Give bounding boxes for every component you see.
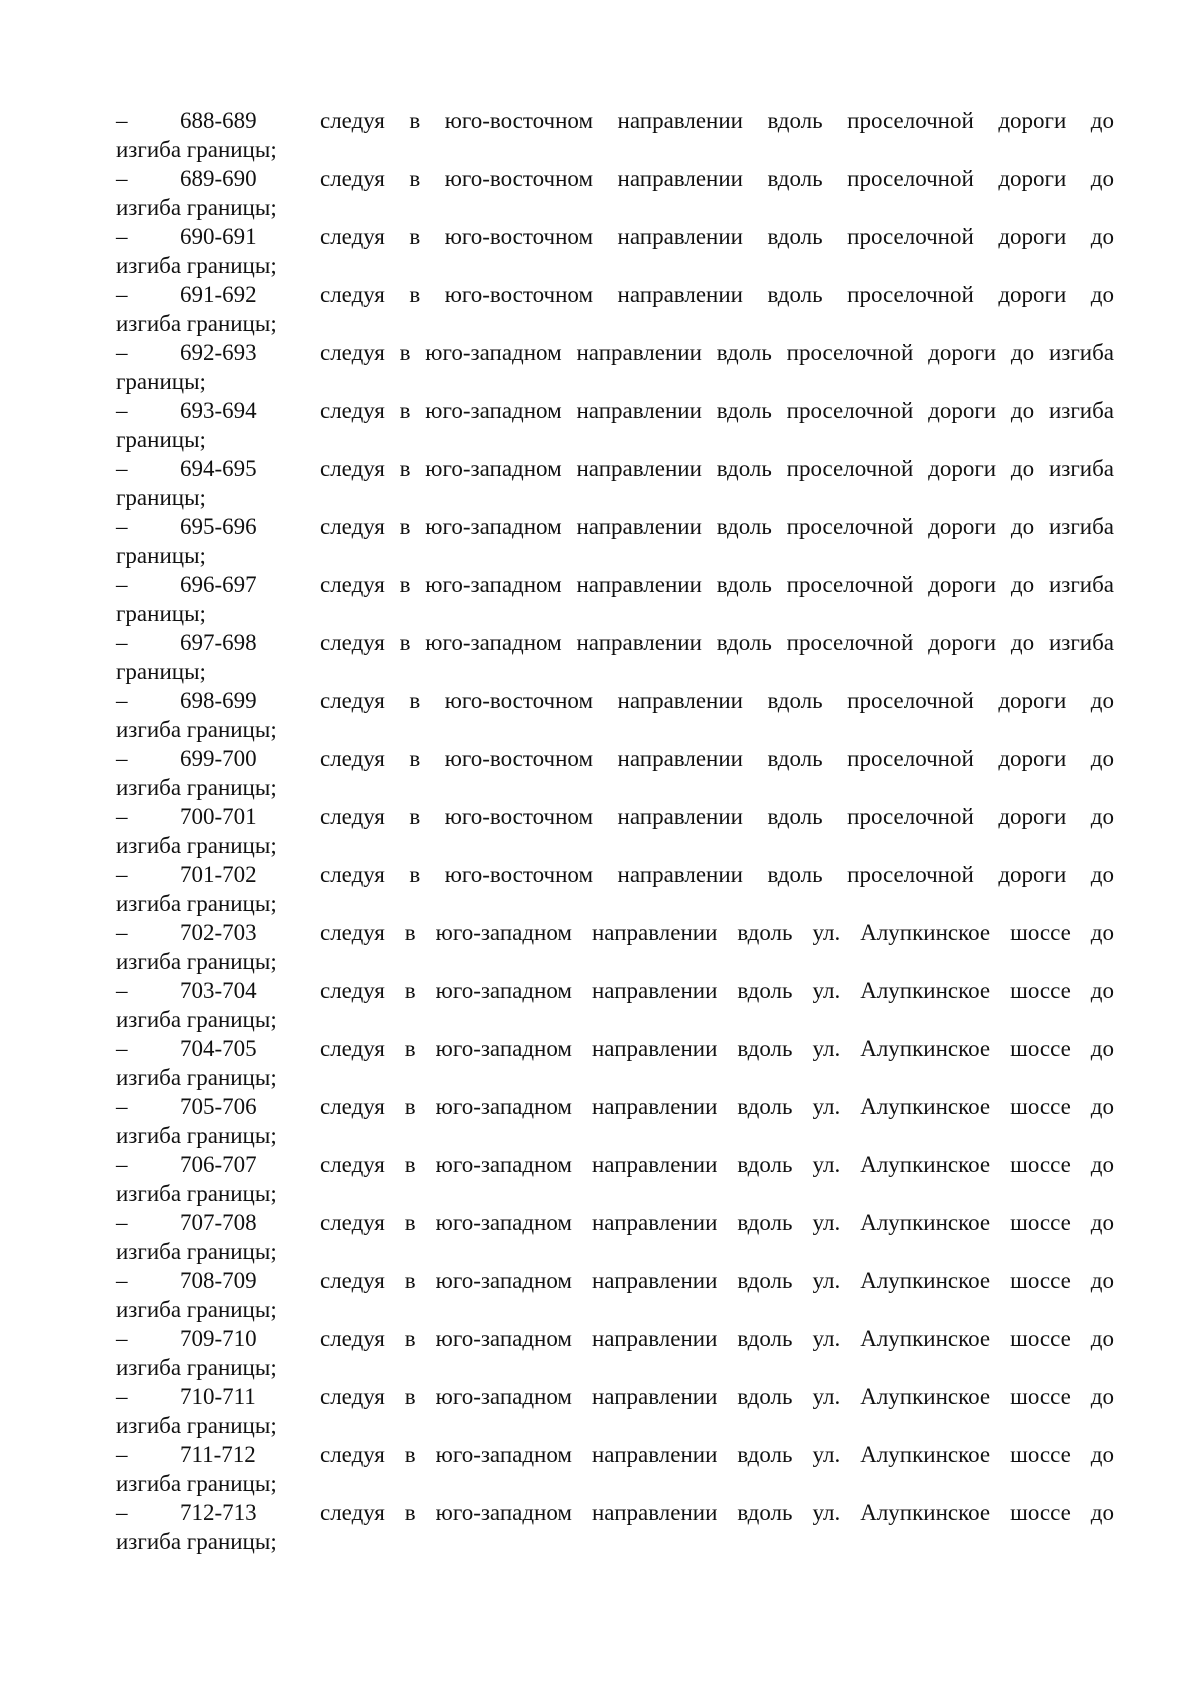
segment-code: 693-694 [180,398,257,423]
segment-code: 703-704 [180,978,257,1003]
segment-code: 699-700 [180,746,257,771]
segment-description-continuation: изгиба границы; [116,717,277,742]
segment-code: 700-701 [180,804,257,829]
list-dash: – [116,862,128,887]
entry-first-line [116,1382,1114,1411]
entry-first-line [116,106,1114,135]
segment-description: следуя в юго-восточном направлении вдоль проселочной дороги до [320,862,1114,887]
list-dash: – [116,1384,128,1409]
segment-code: 705-706 [180,1094,257,1119]
segment-description: следуя в юго-западном направлении вдоль ул. Алупкинское шоссе до [320,1384,1114,1409]
segment-description-continuation: изгиба границы; [116,1471,277,1496]
list-dash: – [116,1094,128,1119]
segment-description-continuation: изгиба границы; [116,1355,277,1380]
segment-description-continuation: изгиба границы; [116,833,277,858]
boundary-segment-entry [116,1266,1114,1324]
entry-first-line [116,396,1114,425]
list-dash: – [116,1210,128,1235]
segment-code: 709-710 [180,1326,257,1351]
segment-description-continuation: изгиба границы; [116,311,277,336]
boundary-segment-entry [116,106,1114,164]
segment-description: следуя в юго-западном направлении вдоль проселочной дороги до изгиба [320,398,1114,423]
segment-code: 695-696 [180,514,257,539]
list-dash: – [116,282,128,307]
segment-description-continuation: изгиба границы; [116,1007,277,1032]
segment-description: следуя в юго-восточном направлении вдоль проселочной дороги до [320,108,1114,133]
entry-first-line [116,1498,1114,1527]
segment-description: следуя в юго-западном направлении вдоль ул. Алупкинское шоссе до [320,1268,1114,1293]
list-dash: – [116,978,128,1003]
segment-description-continuation: изгиба границы; [116,1529,277,1554]
list-dash: – [116,514,128,539]
boundary-segment-list [116,106,1114,1556]
segment-description: следуя в юго-западном направлении вдоль проселочной дороги до изгиба [320,572,1114,597]
boundary-segment-entry [116,860,1114,918]
segment-description: следуя в юго-восточном направлении вдоль проселочной дороги до [320,746,1114,771]
segment-code: 707-708 [180,1210,257,1235]
boundary-segment-entry [116,686,1114,744]
segment-description: следуя в юго-западном направлении вдоль ул. Алупкинское шоссе до [320,1500,1114,1525]
list-dash: – [116,398,128,423]
list-dash: – [116,166,128,191]
entry-first-line [116,454,1114,483]
boundary-segment-entry [116,164,1114,222]
entry-first-line [116,570,1114,599]
list-dash: – [116,1268,128,1293]
segment-description: следуя в юго-западном направлении вдоль ул. Алупкинское шоссе до [320,920,1114,945]
segment-code: 706-707 [180,1152,257,1177]
boundary-segment-entry [116,512,1114,570]
segment-description: следуя в юго-западном направлении вдоль ул. Алупкинское шоссе до [320,1442,1114,1467]
list-dash: – [116,456,128,481]
list-dash: – [116,804,128,829]
segment-code: 701-702 [180,862,257,887]
list-dash: – [116,340,128,365]
segment-description-continuation: изгиба границы; [116,1297,277,1322]
segment-code: 702-703 [180,920,257,945]
list-dash: – [116,688,128,713]
segment-description: следуя в юго-западном направлении вдоль ул. Алупкинское шоссе до [320,978,1114,1003]
entry-first-line [116,860,1114,889]
boundary-segment-entry [116,1208,1114,1266]
list-dash: – [116,1442,128,1467]
boundary-segment-entry [116,280,1114,338]
segment-description-continuation: изгиба границы; [116,1065,277,1090]
segment-description: следуя в юго-западном направлении вдоль ул. Алупкинское шоссе до [320,1152,1114,1177]
list-dash: – [116,224,128,249]
boundary-segment-entry [116,1150,1114,1208]
entry-first-line [116,512,1114,541]
segment-code: 711-712 [180,1442,256,1467]
list-dash: – [116,746,128,771]
segment-description: следуя в юго-восточном направлении вдоль проселочной дороги до [320,804,1114,829]
segment-description: следуя в юго-западном направлении вдоль проселочной дороги до изгиба [320,514,1114,539]
entry-first-line [116,1092,1114,1121]
entry-first-line [116,164,1114,193]
list-dash: – [116,108,128,133]
entry-first-line [116,280,1114,309]
entry-first-line [116,1150,1114,1179]
segment-description-continuation: границы; [116,427,206,452]
segment-description: следуя в юго-восточном направлении вдоль проселочной дороги до [320,166,1114,191]
segment-description-continuation: границы; [116,369,206,394]
boundary-segment-entry [116,802,1114,860]
boundary-segment-entry [116,918,1114,976]
segment-code: 690-691 [180,224,257,249]
segment-description-continuation: границы; [116,659,206,684]
boundary-segment-entry [116,1440,1114,1498]
segment-description-continuation: изгиба границы; [116,949,277,974]
list-dash: – [116,1152,128,1177]
entry-first-line [116,338,1114,367]
entry-first-line [116,1324,1114,1353]
entry-first-line [116,918,1114,947]
segment-code: 697-698 [180,630,257,655]
segment-description-continuation: изгиба границы; [116,1123,277,1148]
segment-code: 691-692 [180,282,257,307]
segment-code: 712-713 [180,1500,257,1525]
entry-first-line [116,686,1114,715]
entry-first-line [116,976,1114,1005]
segment-description-continuation: изгиба границы; [116,775,277,800]
segment-description: следуя в юго-восточном направлении вдоль проселочной дороги до [320,282,1114,307]
entry-first-line [116,1440,1114,1469]
segment-description: следуя в юго-западном направлении вдоль ул. Алупкинское шоссе до [320,1210,1114,1235]
boundary-segment-entry [116,628,1114,686]
segment-description: следуя в юго-западном направлении вдоль ул. Алупкинское шоссе до [320,1094,1114,1119]
boundary-segment-entry [116,1092,1114,1150]
list-dash: – [116,1326,128,1351]
boundary-segment-entry [116,976,1114,1034]
boundary-segment-entry [116,1324,1114,1382]
segment-description-continuation: границы; [116,485,206,510]
boundary-segment-entry [116,1382,1114,1440]
segment-description-continuation: изгиба границы; [116,891,277,916]
segment-code: 688-689 [180,108,257,133]
segment-description: следуя в юго-западном направлении вдоль ул. Алупкинское шоссе до [320,1326,1114,1351]
boundary-segment-entry [116,222,1114,280]
segment-code: 698-699 [180,688,257,713]
list-dash: – [116,630,128,655]
entry-first-line [116,1034,1114,1063]
segment-description-continuation: изгиба границы; [116,253,277,278]
entry-first-line [116,744,1114,773]
segment-description: следуя в юго-западном направлении вдоль ул. Алупкинское шоссе до [320,1036,1114,1061]
boundary-segment-entry [116,1034,1114,1092]
entry-first-line [116,802,1114,831]
segment-code: 704-705 [180,1036,257,1061]
segment-code: 696-697 [180,572,257,597]
segment-code: 708-709 [180,1268,257,1293]
boundary-segment-entry [116,1498,1114,1556]
list-dash: – [116,572,128,597]
boundary-segment-entry [116,338,1114,396]
boundary-segment-entry [116,570,1114,628]
boundary-segment-entry [116,454,1114,512]
segment-code: 692-693 [180,340,257,365]
segment-description-continuation: изгиба границы; [116,1181,277,1206]
segment-description-continuation: изгиба границы; [116,195,277,220]
segment-code: 694-695 [180,456,257,481]
segment-description-continuation: границы; [116,601,206,626]
segment-description-continuation: изгиба границы; [116,1413,277,1438]
boundary-segment-entry [116,396,1114,454]
list-dash: – [116,1036,128,1061]
boundary-segment-entry [116,744,1114,802]
entry-first-line [116,222,1114,251]
entry-first-line [116,628,1114,657]
entry-first-line [116,1266,1114,1295]
segment-code: 710-711 [180,1384,256,1409]
segment-description: следуя в юго-западном направлении вдоль проселочной дороги до изгиба [320,456,1114,481]
entry-first-line [116,1208,1114,1237]
segment-code: 689-690 [180,166,257,191]
segment-description: следуя в юго-восточном направлении вдоль проселочной дороги до [320,224,1114,249]
segment-description-continuation: изгиба границы; [116,1239,277,1264]
list-dash: – [116,1500,128,1525]
segment-description-continuation: границы; [116,543,206,568]
list-dash: – [116,920,128,945]
segment-description: следуя в юго-западном направлении вдоль проселочной дороги до изгиба [320,630,1114,655]
segment-description: следуя в юго-западном направлении вдоль проселочной дороги до изгиба [320,340,1114,365]
segment-description: следуя в юго-восточном направлении вдоль проселочной дороги до [320,688,1114,713]
segment-description-continuation: изгиба границы; [116,137,277,162]
